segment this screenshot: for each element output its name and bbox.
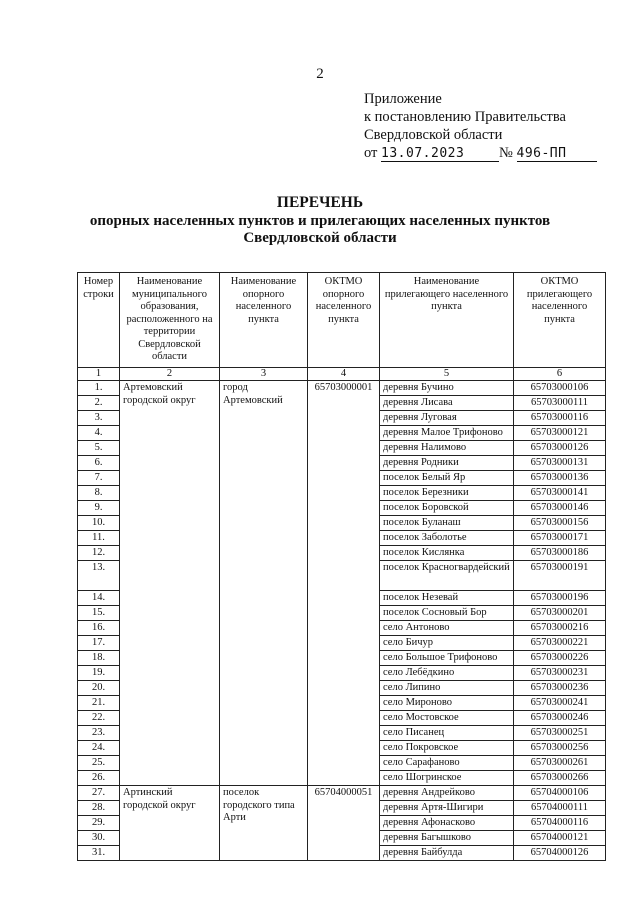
appendix-line-1: Приложение bbox=[364, 91, 442, 107]
row-number-cell: 27. bbox=[78, 786, 120, 801]
adjacent-oktmo-cell: 65703000266 bbox=[514, 771, 606, 786]
adjacent-oktmo-cell: 65703000171 bbox=[514, 531, 606, 546]
row-number-cell: 30. bbox=[78, 831, 120, 846]
row-number-cell: 5. bbox=[78, 441, 120, 456]
row-number-cell: 21. bbox=[78, 696, 120, 711]
adjacent-oktmo-cell: 65703000106 bbox=[514, 381, 606, 396]
adjacent-name-cell: село Сарафаново bbox=[380, 756, 514, 771]
appendix-block bbox=[364, 90, 597, 162]
adjacent-oktmo-cell: 65703000261 bbox=[514, 756, 606, 771]
appendix-date-line bbox=[364, 144, 597, 162]
row-number-cell: 12. bbox=[78, 546, 120, 561]
adjacent-oktmo-cell: 65703000191 bbox=[514, 561, 606, 591]
adjacent-oktmo-cell: 65703000251 bbox=[514, 726, 606, 741]
adjacent-oktmo-cell: 65703000246 bbox=[514, 711, 606, 726]
index-cell: 2 bbox=[120, 368, 220, 381]
adjacent-oktmo-cell: 65703000241 bbox=[514, 696, 606, 711]
header-center: Наименование опорного населенного пункта bbox=[220, 273, 308, 368]
adjacent-name-cell: деревня Афонасково bbox=[380, 816, 514, 831]
row-number-cell: 9. bbox=[78, 501, 120, 516]
row-number-cell: 3. bbox=[78, 411, 120, 426]
adjacent-name-cell: село Писанец bbox=[380, 726, 514, 741]
index-cell: 5 bbox=[380, 368, 514, 381]
adjacent-name-cell: деревня Байбулда bbox=[380, 846, 514, 861]
row-number-cell: 31. bbox=[78, 846, 120, 861]
adjacent-name-cell: село Мостовское bbox=[380, 711, 514, 726]
adjacent-oktmo-cell: 65704000106 bbox=[514, 786, 606, 801]
adjacent-name-cell: деревня Андрейково bbox=[380, 786, 514, 801]
adjacent-name-cell: поселок Красногвардейский bbox=[380, 561, 514, 591]
adjacent-oktmo-cell: 65703000131 bbox=[514, 456, 606, 471]
decree-number: 496-ПП bbox=[517, 146, 597, 162]
adjacent-name-cell: поселок Боровской bbox=[380, 501, 514, 516]
index-cell: 1 bbox=[78, 368, 120, 381]
header-row-number: Номер строки bbox=[78, 273, 120, 368]
row-number-cell: 7. bbox=[78, 471, 120, 486]
adjacent-oktmo-cell: 65704000121 bbox=[514, 831, 606, 846]
document-subtitle-2: Свердловской области bbox=[243, 230, 397, 246]
adjacent-oktmo-cell: 65703000256 bbox=[514, 741, 606, 756]
document-title: ПЕРЕЧЕНЬ bbox=[276, 194, 364, 211]
page-number: 2 bbox=[316, 66, 324, 82]
adjacent-name-cell: поселок Белый Яр bbox=[380, 471, 514, 486]
adjacent-name-cell: деревня Луговая bbox=[380, 411, 514, 426]
number-label: № bbox=[499, 145, 513, 161]
row-number-cell: 20. bbox=[78, 681, 120, 696]
row-number-cell: 14. bbox=[78, 591, 120, 606]
row-number-cell: 16. bbox=[78, 621, 120, 636]
row-number-cell: 6. bbox=[78, 456, 120, 471]
adjacent-name-cell: деревня Бучино bbox=[380, 381, 514, 396]
adjacent-name-cell: поселок Заболотье bbox=[380, 531, 514, 546]
appendix-line-2: к постановлению Правительства bbox=[364, 109, 566, 125]
adjacent-oktmo-cell: 65703000141 bbox=[514, 486, 606, 501]
adjacent-name-cell: поселок Сосновый Бор bbox=[380, 606, 514, 621]
center-cell: город Артемовский bbox=[220, 381, 308, 786]
appendix-line-3: Свердловской области bbox=[364, 127, 503, 143]
row-number-cell: 11. bbox=[78, 531, 120, 546]
adjacent-name-cell: село Липино bbox=[380, 681, 514, 696]
index-cell: 4 bbox=[308, 368, 380, 381]
center-cell: поселок городского типа Арти bbox=[220, 786, 308, 861]
adjacent-oktmo-cell: 65703000146 bbox=[514, 501, 606, 516]
adjacent-oktmo-cell: 65704000111 bbox=[514, 801, 606, 816]
center-oktmo-cell: 65704000051 bbox=[308, 786, 380, 861]
adjacent-oktmo-cell: 65703000201 bbox=[514, 606, 606, 621]
adjacent-name-cell: деревня Артя-Шигири bbox=[380, 801, 514, 816]
document-subtitle-1: опорных населенных пунктов и прилегающих населенных пунктов bbox=[89, 213, 551, 229]
row-number-cell: 24. bbox=[78, 741, 120, 756]
adjacent-oktmo-cell: 65703000156 bbox=[514, 516, 606, 531]
adjacent-oktmo-cell: 65703000236 bbox=[514, 681, 606, 696]
header-center-oktmo: ОКТМО опорного населенного пункта bbox=[308, 273, 380, 368]
adjacent-oktmo-cell: 65703000221 bbox=[514, 636, 606, 651]
adjacent-oktmo-cell: 65703000116 bbox=[514, 411, 606, 426]
adjacent-oktmo-cell: 65703000121 bbox=[514, 426, 606, 441]
row-number-cell: 28. bbox=[78, 801, 120, 816]
adjacent-name-cell: село Антоново bbox=[380, 621, 514, 636]
adjacent-oktmo-cell: 65703000111 bbox=[514, 396, 606, 411]
adjacent-name-cell: деревня Родники bbox=[380, 456, 514, 471]
adjacent-oktmo-cell: 65703000186 bbox=[514, 546, 606, 561]
row-number-cell: 29. bbox=[78, 816, 120, 831]
adjacent-name-cell: деревня Налимово bbox=[380, 441, 514, 456]
header-adjacent: Наименование прилегающего населенного пункта bbox=[380, 273, 514, 368]
table-header-row bbox=[78, 273, 606, 368]
adjacent-oktmo-cell: 65703000216 bbox=[514, 621, 606, 636]
row-number-cell: 8. bbox=[78, 486, 120, 501]
adjacent-name-cell: село Большое Трифоново bbox=[380, 651, 514, 666]
adjacent-name-cell: деревня Лисава bbox=[380, 396, 514, 411]
adjacent-oktmo-cell: 65703000196 bbox=[514, 591, 606, 606]
municipality-cell: Артемовский городской округ bbox=[120, 381, 220, 786]
adjacent-oktmo-cell: 65703000136 bbox=[514, 471, 606, 486]
row-number-cell: 13. bbox=[78, 561, 120, 591]
adjacent-oktmo-cell: 65703000126 bbox=[514, 441, 606, 456]
adjacent-name-cell: село Лебёдкино bbox=[380, 666, 514, 681]
adjacent-name-cell: село Шогринское bbox=[380, 771, 514, 786]
table-row bbox=[78, 381, 606, 396]
row-number-cell: 2. bbox=[78, 396, 120, 411]
row-number-cell: 4. bbox=[78, 426, 120, 441]
adjacent-oktmo-cell: 65704000116 bbox=[514, 816, 606, 831]
adjacent-name-cell: село Бичур bbox=[380, 636, 514, 651]
column-index-row bbox=[78, 368, 606, 381]
adjacent-name-cell: село Покровское bbox=[380, 741, 514, 756]
index-cell: 3 bbox=[220, 368, 308, 381]
row-number-cell: 18. bbox=[78, 651, 120, 666]
adjacent-oktmo-cell: 65703000226 bbox=[514, 651, 606, 666]
row-number-cell: 23. bbox=[78, 726, 120, 741]
adjacent-name-cell: поселок Березники bbox=[380, 486, 514, 501]
adjacent-oktmo-cell: 65703000231 bbox=[514, 666, 606, 681]
row-number-cell: 10. bbox=[78, 516, 120, 531]
row-number-cell: 26. bbox=[78, 771, 120, 786]
row-number-cell: 25. bbox=[78, 756, 120, 771]
row-number-cell: 19. bbox=[78, 666, 120, 681]
center-oktmo-cell: 65703000001 bbox=[308, 381, 380, 786]
from-label: от bbox=[364, 145, 378, 161]
row-number-cell: 17. bbox=[78, 636, 120, 651]
adjacent-oktmo-cell: 65704000126 bbox=[514, 846, 606, 861]
row-number-cell: 15. bbox=[78, 606, 120, 621]
adjacent-name-cell: деревня Малое Трифоново bbox=[380, 426, 514, 441]
row-number-cell: 1. bbox=[78, 381, 120, 396]
settlements-table bbox=[77, 272, 606, 861]
adjacent-name-cell: поселок Кислянка bbox=[380, 546, 514, 561]
adjacent-name-cell: деревня Багышково bbox=[380, 831, 514, 846]
municipality-cell: Артинский городской округ bbox=[120, 786, 220, 861]
table-row bbox=[78, 786, 606, 801]
row-number-cell: 22. bbox=[78, 711, 120, 726]
header-adjacent-oktmo: ОКТМО прилегающего населенного пункта bbox=[514, 273, 606, 368]
adjacent-name-cell: село Мироново bbox=[380, 696, 514, 711]
decree-date: 13.07.2023 bbox=[381, 146, 499, 162]
adjacent-name-cell: поселок Буланаш bbox=[380, 516, 514, 531]
header-municipality: Наименование муниципального образования, расположенного на территории Свердловской области bbox=[120, 273, 220, 368]
index-cell: 6 bbox=[514, 368, 606, 381]
adjacent-name-cell: поселок Незевай bbox=[380, 591, 514, 606]
